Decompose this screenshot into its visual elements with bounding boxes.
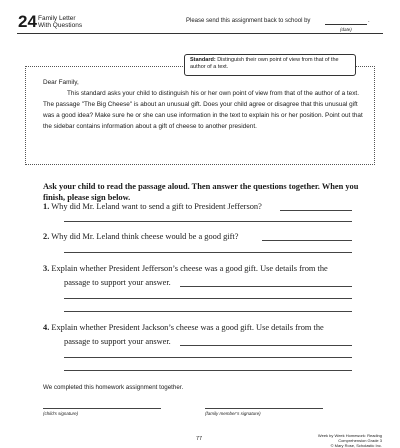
instruction-period: .: [368, 18, 370, 24]
header-title-line2: With Questions: [38, 22, 83, 29]
question-text: Why did Mr. Leland want to send a gift to President Jefferson?: [51, 202, 262, 211]
question-number: 2.: [43, 232, 50, 241]
credit-line1: Week by Week Homework: Reading Comprehension Grade 3: [317, 433, 382, 443]
question-text: Why did Mr. Leland think cheese would be a good gift?: [51, 232, 239, 241]
answer-line[interactable]: [64, 252, 352, 253]
family-signature-line[interactable]: [205, 408, 323, 409]
credit-line2: © Mary Rose, Scholastic Inc.: [330, 443, 382, 448]
directions: Ask your child to read the passage aloud. Then answer the questions together. When you finish, please sign below.: [43, 182, 359, 202]
answer-line[interactable]: [64, 298, 352, 299]
question-4: [43, 321, 324, 334]
completion-statement: We completed this homework assignment together.: [43, 384, 184, 391]
family-signature-label: (family member’s signature): [205, 411, 261, 416]
credit: [310, 433, 382, 448]
page-number: 24: [18, 12, 37, 31]
date-label: (date): [340, 27, 352, 32]
question-text: Explain whether President Jefferson’s cheese was a good gift. Use details from the: [51, 264, 328, 273]
question-number: 1.: [43, 202, 50, 211]
question-4-line2: passage to support your answer.: [64, 337, 171, 346]
standard-box: [184, 54, 356, 76]
answer-line[interactable]: [64, 221, 352, 222]
answer-line[interactable]: [64, 357, 352, 358]
question-number: 3.: [43, 264, 50, 273]
letter-greeting: Dear Family,: [43, 79, 79, 86]
standard-text: Distinguish their own point of view from that of the author of a text.: [190, 57, 339, 70]
question-1: [43, 200, 262, 213]
question-2: [43, 230, 238, 243]
question-text: Explain whether President Jackson’s cheese was a good gift. Use details from the: [51, 323, 324, 332]
child-signature-label: (child’s signature): [43, 411, 79, 416]
answer-line[interactable]: [262, 240, 352, 241]
header-divider: [17, 33, 383, 34]
return-instruction: Please send this assignment back to school by: [186, 18, 311, 24]
answer-line[interactable]: [280, 210, 352, 211]
answer-line[interactable]: [180, 286, 352, 287]
question-3-line2: passage to support your answer.: [64, 278, 171, 287]
answer-line[interactable]: [180, 345, 352, 346]
return-date-field[interactable]: [325, 24, 367, 25]
answer-line[interactable]: [64, 370, 352, 371]
standard-label: Standard:: [190, 57, 216, 63]
family-letter: [43, 77, 365, 132]
footer-page-number: 77: [196, 436, 203, 442]
letter-body: This standard asks your child to distinguish his or her own point of view from that of the author of a text. The passage "The Big Cheese" is about an unusual gift. Does your child agree or disagree that this unusual gift was a good idea? Make sure he or she can use information in the text to explain his or her position. Point out that the sidebar contains information about a gift of cheese to another president.: [43, 90, 363, 130]
question-number: 4.: [43, 323, 50, 332]
header-title-line1: Family Letter: [38, 15, 76, 22]
question-3: [43, 262, 328, 275]
answer-line[interactable]: [64, 311, 352, 312]
child-signature-line[interactable]: [43, 408, 161, 409]
